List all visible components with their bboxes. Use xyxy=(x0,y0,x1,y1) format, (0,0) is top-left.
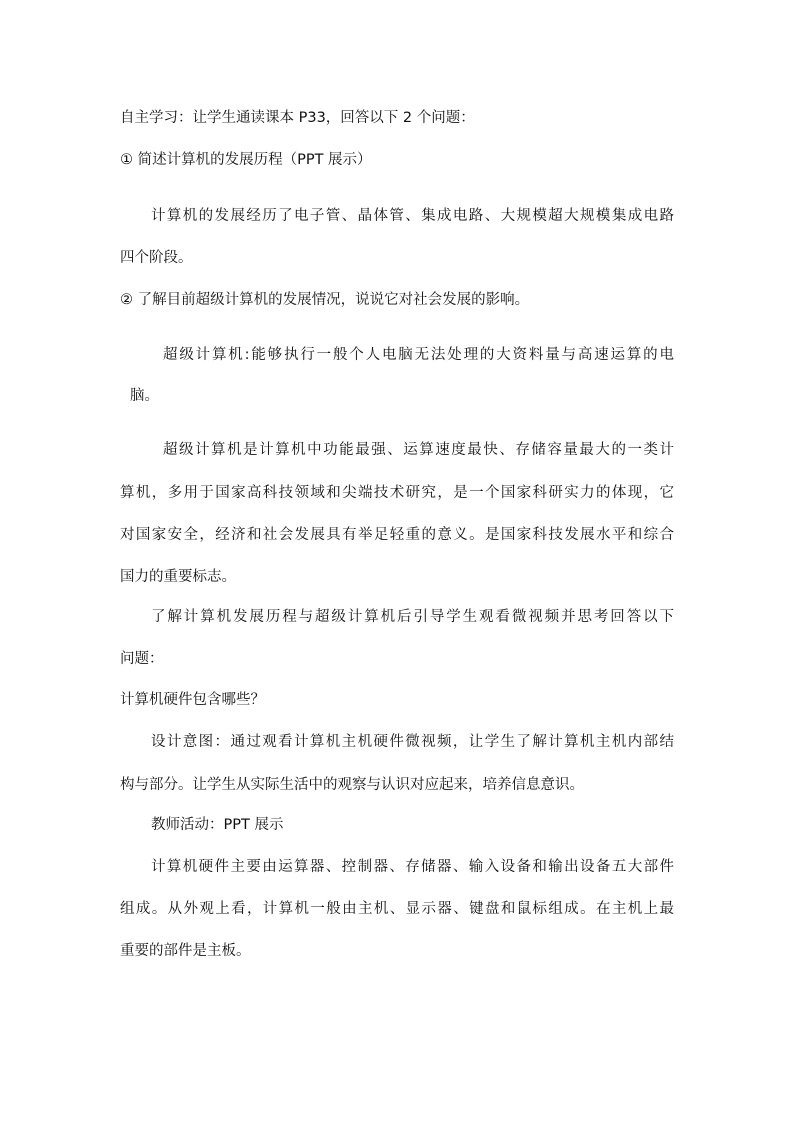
supercomputer-paragraph-line-4: 国力的重要标志。 xyxy=(120,569,236,585)
design-intent-line-2: 构与部分。让学生从实际生活中的观察与认识对应起来，培养信息意识。 xyxy=(120,777,584,793)
supercomputer-paragraph-line-1: 超级计算机是计算机中功能最强、运算速度最快、存储容量最大的一类计 xyxy=(163,442,674,458)
supercomputer-paragraph-line-3: 对国家安全，经济和社会发展具有举足轻重的意义。是国家科技发展水平和综合 xyxy=(120,527,674,543)
design-intent-line-1: 设计意图：通过观看计算机主机硬件微视频，让学生了解计算机主机内部结 xyxy=(151,734,674,750)
supercomputer-definition-line-2: 脑。 xyxy=(130,388,159,404)
video-guidance-line-1: 了解计算机发展历程与超级计算机后引导学生观看微视频并思考回答以下 xyxy=(151,609,674,625)
hardware-components-line-3: 重要的部件是主板。 xyxy=(120,943,251,959)
question-2: ② 了解目前超级计算机的发展情况，说说它对社会发展的影响。 xyxy=(120,292,530,308)
video-guidance-line-2: 问题： xyxy=(120,651,164,667)
hardware-components-line-1: 计算机硬件主要由运算器、控制器、存储器、输入设备和输出设备五大部件 xyxy=(151,859,674,875)
self-study-prompt: 自主学习：让学生通读课本 P33，回答以下 2 个问题： xyxy=(120,110,475,126)
answer-1-line-2: 四个阶段。 xyxy=(120,250,193,266)
hardware-components-line-2: 组成。从外观上看，计算机一般由主机、显示器、键盘和鼠标组成。在主机上最 xyxy=(120,901,674,917)
question-1: ① 简述计算机的发展历程（PPT 展示） xyxy=(120,152,372,168)
teacher-activity: 教师活动：PPT 展示 xyxy=(151,817,284,833)
hardware-question: 计算机硬件包含哪些？ xyxy=(120,692,265,708)
answer-1-line-1: 计算机的发展经历了电子管、晶体管、集成电路、大规模超大规模集成电路 xyxy=(151,208,674,224)
supercomputer-definition-line-1: 超级计算机:能够执行一般个人电脑无法处理的大资料量与高速运算的电 xyxy=(163,347,674,363)
supercomputer-paragraph-line-2: 算机，多用于国家高科技领域和尖端技术研究，是一个国家科研实力的体现，它 xyxy=(120,485,674,501)
